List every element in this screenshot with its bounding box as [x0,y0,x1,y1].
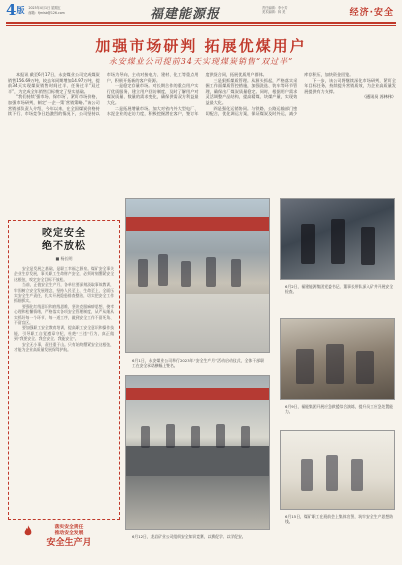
photo-mine-inspection [280,198,395,280]
masthead-rule [6,22,396,24]
page-label: 版 [16,5,25,15]
slogan-line3: 安全生产月 [46,538,92,548]
issue-meta [28,6,64,14]
lead-paragraph: 二是拓展增量市场。加大对省内外大型电厂、水泥企业的走访力度，积极挖掘潜在客户，签订年度供货合同，拓展优质用户群体。 [106,72,267,117]
subheadline: 永安煤业公司提前34天实现煤炭销售“双过半” [108,57,294,66]
commentary-paragraph: 当前，正值安全生产月，各单位要深刻汲取事故教训，牢固树立安全发展理念，坚持人民至上、生命至上，全面压实安全生产责任，扎实开展隐患排查整治，切实把安全工作抓细抓实。 [14,282,114,304]
commentary-title-line2: 绝不放松 [42,241,86,252]
date-line: 2023年4月1日 星期五 [28,6,61,11]
commentary-box [8,220,120,520]
lead-paragraph: 四是强化运销协同。与铁路、公路运输部门密切配合，优化调运方案，保证煤炭及时外运，减少库存积压，加快资金回笼。 [205,72,354,117]
commentary-paragraph: 要强化红线意识和底线思维，坚决克服麻痹思想、侥幸心理和松懈情绪，严格落实各项安全管理制度，从严从细从实抓好每一个环节、每一道工序，做到安全工作不留死角、不留盲区。 [14,303,114,326]
lead-paragraph: 三是狠抓煤质管理。从源头抓起，严格落实采掘工作面煤质管控措施，加强洗选、装车等环节管理，确保出厂煤炭质量稳定。同时，根据用户需求灵活调整产品结构，提高精煤、块煤产量，实现效益最大化。 [205,77,298,105]
photo-safety-oath [280,430,395,510]
headline: 加强市场研判 拓展优煤用户 [95,37,307,55]
photo-knowledge-contest [125,375,270,530]
email-line: 邮箱：fjmlsb@126.com [28,10,65,15]
slogan-line2: 推动安全发展 [54,531,84,536]
commentary-paragraph: 要加强职工安全教育培训，提高职工安全意识和操作技能，引导职工自觉遵章守纪，杜绝“三违”行为，真正做到“我要安全、我会安全、我能安全”。 [14,325,114,342]
photo-caption: 6月12日，龙岩矿业公司组织安全知识竞赛，以赛促学、以学促安。 [132,534,246,539]
lead-author: （通讯员 苏林伟） [361,94,396,100]
lead-paragraph: 一是稳定存量市场。对长期合作的重点用户实行优质服务，建立用户回访制度，及时了解用户对煤炭质量、数量的需求变化，确保供需双方利益最大化。 [106,83,199,105]
masthead-rule-thin [6,25,396,26]
photo-emergency-drill [280,318,395,400]
page-number: 4 [6,1,17,19]
photo-caption: 6月9日，福能集团开展应急救援综合演练，提升员工应急处置能力。 [285,404,393,415]
designer-line: 美术编辑：林 美 [262,10,286,15]
lead-paragraph: 本报讯 截至6月17日，永安煤业公司完成煤炭销售156.69万吨，较去年同期增加14.97万吨，提前34天实现煤炭销售时间过半、任务过半“双过半”，为完成全年销售目标奠定了坚实基础。 [8,72,100,94]
photo-caption: 6月2日，福建能源集团党委书记、董事长带队深入矿井开展安全检查。 [285,284,393,295]
commentary-author: ■ 杨长明 [55,256,73,261]
safety-slogan [30,525,108,559]
lead-paragraph: 下一步，该公司将继续深化市场研判，紧盯全年目标任务，持续提升营销质效，为企业高质量发展提供有力支撑。 [304,77,396,94]
paper-title: 福建能源报 [150,7,221,22]
photo-caption: 6月15日，煤矿职工在班前会上集体宣誓，筑牢安全生产思想防线。 [285,514,393,525]
flame-icon [24,525,32,537]
editor-line: 责任编辑：李小芳 [262,6,288,10]
editor-info [262,6,288,15]
lead-paragraph: “我们持续‘强市场、保市场’，紧盯市场价格，加强市场研判，制定‘一企一策’营销策略。”该公司营销部负责人介绍，今年以来，在全国煤炭价格持续下行、市场竞争日趋激烈的情况下，公司坚持以市场为导向，主动对接电力、建材、化工等重点用户，积极开拓新的客户资源。 [8,72,199,117]
page-number-block [6,3,65,18]
commentary-title-line1: 咬定安全 [42,228,86,239]
commentary-body [14,266,114,491]
commentary-paragraph: 安全无小事，责任重于山。只有始终绷紧安全这根弦，才能为企业高质量发展保驾护航。 [14,341,114,353]
masthead [0,0,402,24]
commentary-paragraph: 安全是发展之基础，是职工幸福之源泉。煤矿安全事关企业生存发展，事关职工生命财产安全，必须时刻绷紧安全这根弦，咬定安全目标不放松。 [14,266,114,282]
photo-caption: 6月1日，永安煤业公司举行2023年“安全生产月”活动启动仪式，全体干部职工在安全承诺横幅上签名。 [132,358,264,369]
lead-article [8,72,396,194]
photo-signing-ceremony [125,198,270,353]
slogan-line1: 落实安全责任 [54,525,84,530]
section-title: 经济·安全 [349,8,394,18]
